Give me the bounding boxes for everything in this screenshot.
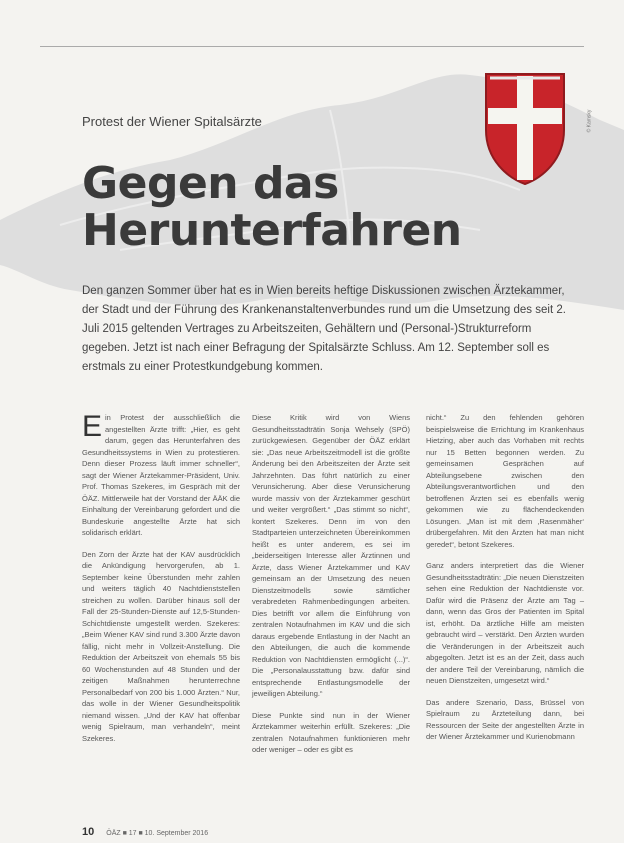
paragraph: Ganz anders interpretiert das die Wiener Gesundheitsstadträtin: „Die neuen Dienstzeiten sehen eine Reduktion der Nachtdienste vor. Dafür wird die Präsenz der Ärzte am Tag – dann, wenn das Gros der Patienten im Spital ist, erhöht. Da ärztliche Hilfe am meisten gebraucht wird – verstärkt. Den Ärzten wurden die Veränderungen in der Arbeitszeit auch abgegolten. Jetzt ist es an der Zeit, dass auch der andere Teil der Vereinbarung, nämlich die neuen Dienstzeiten, umgesetzt wird.“ <box>426 561 584 685</box>
drop-cap: E <box>82 410 103 443</box>
photo-credit: © Kamsky <box>586 109 593 133</box>
title-line-1: Gegen das <box>82 158 339 209</box>
paragraph: Diese Kritik wird von Wiens Gesundheitsstadträtin Sonja Wehsely (SPÖ) zurückgewiesen. Gegenüber der ÖÄZ erklärt sie: „Das neue Arbeitszeitmodell ist die größte Änderung bei den Arbeitszeiten der Ärzte seit Jahrzehnten. Das führt natürlich zu einer Verunsicherung. Aber diese Verunsicherung wurde massiv von der Ärztekammer geschürt und weiter vergrößert.“ „Das stimmt so nicht“, kontert Szekeres. Denn im von den Stadtparteien unterzeichneten Übereinkommen heißt es unter anderem, es sei im „beiderseitigen Interesse aller Ärztinnen und Ärzte, dass Wiener Ärztekammer und KAV gemeinsam an der Umsetzung des neuen Dienstzeitmodells sowie sämtlicher verabredeten Rahmenbedingungen arbeiten. Dies betrifft vor allem die Einführung von zentralen Notaufnahmen im KAV und die sich daraus ergebende Entlastung in der Nacht an den Abteilungen, die auch die kommende Reduktion von Nachtdiensten ermöglicht (...)“. Die „Personalausstattung bzw. dafür sind entsprechende Entlastungsmodelle der jeweiligen Abteilung.“ <box>252 413 410 698</box>
text-column-3 <box>426 412 584 753</box>
title-line-2: Herunterfahren <box>82 205 462 256</box>
paragraph <box>82 412 240 539</box>
issue-info: ÖÄZ ■ 17 ■ 10. September 2016 <box>106 830 209 837</box>
page-footer <box>82 826 208 838</box>
text-column-1 <box>82 412 240 754</box>
article-lead: Den ganzen Sommer über hat es in Wien bereits heftige Diskussionen zwischen Ärztekammer, der Stadt und der Führung des Krankenanstaltenverbundes rund um die Umsetzung des seit 2. Juli 2015 geltenden Vertrages zu Arbeitszeiten, Gehältern und (Personal-)Strukturreform gegeben. Jetzt ist nach einer Befragung der Spitalsärzte Schluss. Am 12. September soll es erstmals zu einer Protestkundgebung kommen. <box>82 285 566 373</box>
paragraph: Das andere Szenario, Dass, Brüssel von Spielraum zu Ärzteteilung dann, bei Ressourcen der Seite der angestellten Ärzte in der Wiener Ärztekammer und Kurienobmann <box>426 697 584 741</box>
paragraph: Diese Punkte sind nun in der Wiener Ärztekammer weiterhin erfüllt. Szekeres: „Die zentralen Notaufnahmen funktionieren mehr oder weniger – oder es gibt es <box>252 710 410 754</box>
vienna-coat-of-arms-icon <box>480 68 570 188</box>
text-column-2 <box>252 412 410 766</box>
top-rule <box>40 46 584 47</box>
paragraph-text: in Protest der ausschließlich die angestellten Ärzte trifft: „Hier, es geht darum, gegen das Herunterfahren des Gesundheitssystems in Wien zu protestieren. Denn dieser Prozess läuft immer schneller“, sagt der Wiener Ärztekammer-Präsident, Univ. Prof. Thomas Szekeres, im Gespräch mit der ÖÄZ. Mittlerweile hat der Vorstand der ÄÄK die Einhaltung der Vereinbarung gefordert und die Bundeskurie angestellte Ärzte hat sich solidarisch erklärt. <box>82 413 240 537</box>
paragraph: Den Zorn der Ärzte hat der KAV ausdrücklich die Ankündigung hervorgerufen, ab 1. September keine Überstunden mehr zahlen und weiters täglich 40 Nachtdienststellen streichen zu wollen. Darüber hinaus soll der Fall der 25-Stunden-Dienste auf 12,5-Stunden-Schichtdienste umgestellt werden. Szekeres: „Beim Wiener KAV sind rund 3.300 Ärzte davon fällig, nicht mehr in Vollzeit-Anstellung. Die Reduktion der Arbeitszeit von ehemals 55 bis 60 Wochenstunden auf 48 Stunden und der zeitigen Maßnahmen herunterrechne Personalbedarf von 200 bis 1.000 Ärzten.“ Nur, das wolle in der Wiener Gesundheitspolitik niemand wissen. „Und der KAV hat offenbar wenig Spielraum, man verhandeln“, meint Szekeres. <box>82 549 240 743</box>
article-title <box>82 160 462 254</box>
paragraph: nicht.“ Zu den fehlenden gehören beispielsweise die Errichtung im Krankenhaus Hietzing, aber auch das Vorhaben mit rechts nur 15 Betten begonnen werden. Zu gemeinsamen Gesprächen auf Abteilungsebene zwischen den Abteilungsverantwortlichen und den betroffenen Ärzten sei es ebenfalls wenig gekommen wie zu flächendeckenden Lösungen. „Man ist mit dem ‚Rasenmäher‘ drübergefahren. Mit den Ärzten hat man nicht geredet“, betont Szekeres. <box>426 413 584 549</box>
page-number: 10 <box>82 826 95 838</box>
article-kicker: Protest der Wiener Spitalsärzte <box>82 114 262 129</box>
